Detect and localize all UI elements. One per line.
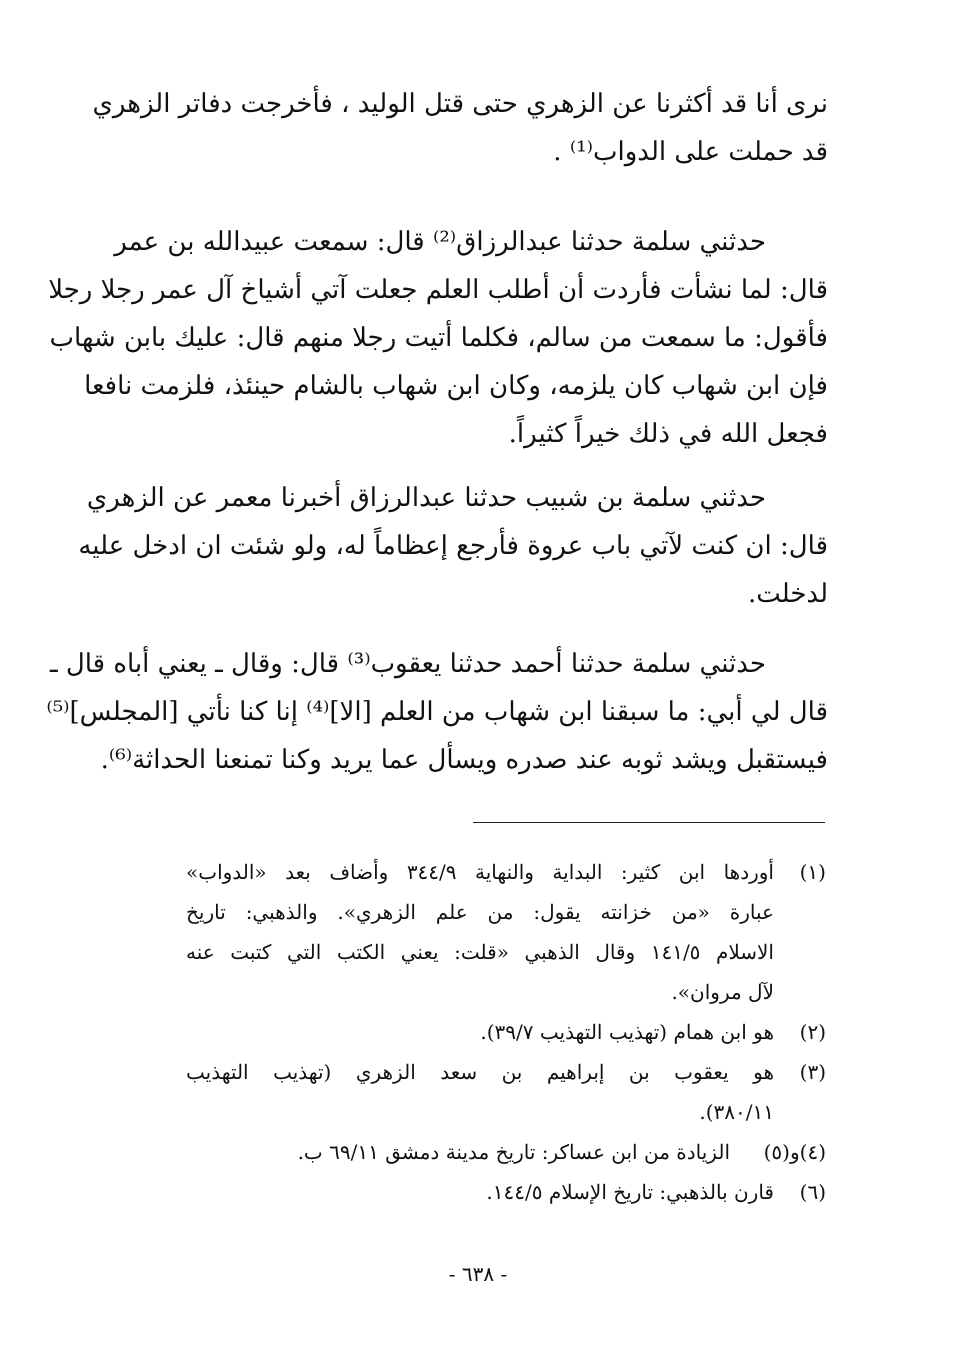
- footnote-6: [186, 1172, 826, 1212]
- text-line: قال لي أبي: ما سبقنا ابن شهاب من العلم [الا]⁽⁴⁾ إنا كنا نأتي [المجلس]⁽⁵⁾: [46, 697, 828, 727]
- paragraph-4: [46, 640, 828, 784]
- page-number: - ٦٣٨ -: [448, 1262, 508, 1286]
- footnote-text: ٣٨٠/١١).: [699, 1100, 774, 1124]
- text-line: حدثني سلمة حدثنا أحمد حدثنا يعقوب⁽³⁾ قال: وقال ـ يعني أباه قال ـ: [49, 649, 766, 679]
- text-line: حدثني سلمة حدثنا عبدالرزاق⁽²⁾ قال: سمعت عبيدالله بن عمر: [114, 227, 766, 257]
- footnote-2: [186, 1012, 826, 1052]
- text-line: نرى أنا قد أكثرنا عن الزهري حتى قتل الوليد ، فأخرجت دفاتر الزهري: [92, 89, 828, 119]
- paragraph-1: [92, 80, 828, 176]
- footnote-text: عبارة «من خزانته يقول: من علم الزهري». والذهبي: تاريخ: [186, 900, 774, 924]
- footnote-text: الاسلام ١٤١/٥ وقال الذهبي «قلت: يعني الكتب التي كتبت عنه: [186, 940, 774, 964]
- footnote-number: (١): [799, 860, 826, 884]
- paragraph-3: [78, 474, 828, 618]
- footnote-number: (٣): [799, 1060, 826, 1084]
- footnote-text: هو ابن همام (تهذيب التهذيب ٣٩/٧).: [480, 1020, 774, 1044]
- paragraph-2: [48, 218, 828, 458]
- footnote-4-5: [186, 1132, 826, 1172]
- text-line: قال: لما نشأت فأردت أن أطلب العلم جعلت آتي أشياخ آل عمر رجلا رجلا: [48, 275, 828, 305]
- text-line: فجعل الله في ذلك خيراً كثيراً.: [508, 419, 828, 449]
- text-line: قال: ان كنت لآتي باب عروة فأرجع إعظاماً له، ولو شئت ان ادخل عليه: [78, 531, 828, 561]
- footnote-text: هو يعقوب بن إبراهيم بن سعد الزهري (تهذيب التهذيب: [186, 1060, 774, 1084]
- text-line: قد حملت على الدواب⁽¹⁾ .: [553, 137, 828, 167]
- footnote-number: (٦): [799, 1180, 826, 1204]
- text-line: لدخلت.: [747, 579, 828, 609]
- footnote-text: أوردها ابن كثير: البداية والنهاية ٣٤٤/٩ وأضاف بعد «الدواب»: [186, 860, 774, 884]
- footnote-text: قارن بالذهبي: تاريخ الإسلام ١٤٤/٥.: [486, 1180, 774, 1204]
- footnote-number: (٢): [799, 1020, 826, 1044]
- footnote-3: [186, 1052, 826, 1132]
- footnote-divider: [473, 822, 825, 823]
- footnote-text: الزيادة من ابن عساكر: تاريخ مدينة دمشق ٦٩/١١ ب.: [297, 1140, 730, 1164]
- text-line: فأقول: ما سمعت من سالم، فكلما أتيت رجلا منهم قال: عليك بابن شهاب: [49, 323, 828, 353]
- footnote-number: (٤)و(٥): [763, 1140, 826, 1164]
- footnotes: [186, 852, 826, 1212]
- text-line: فإن ابن شهاب كان يلزمه، وكان ابن شهاب بالشام حينئذ، فلزمت نافعا: [84, 371, 828, 401]
- footnote-text: لآل مروان».: [671, 980, 774, 1004]
- text-line: فيستقبل ويشد ثوبه عند صدره ويسأل عما يريد وكنا تمنعنا الحداثة⁽⁶⁾.: [100, 745, 828, 775]
- text-line: حدثني سلمة بن شبيب حدثنا عبدالرزاق أخبرنا معمر عن الزهري: [86, 483, 766, 513]
- footnote-1: [186, 852, 826, 1012]
